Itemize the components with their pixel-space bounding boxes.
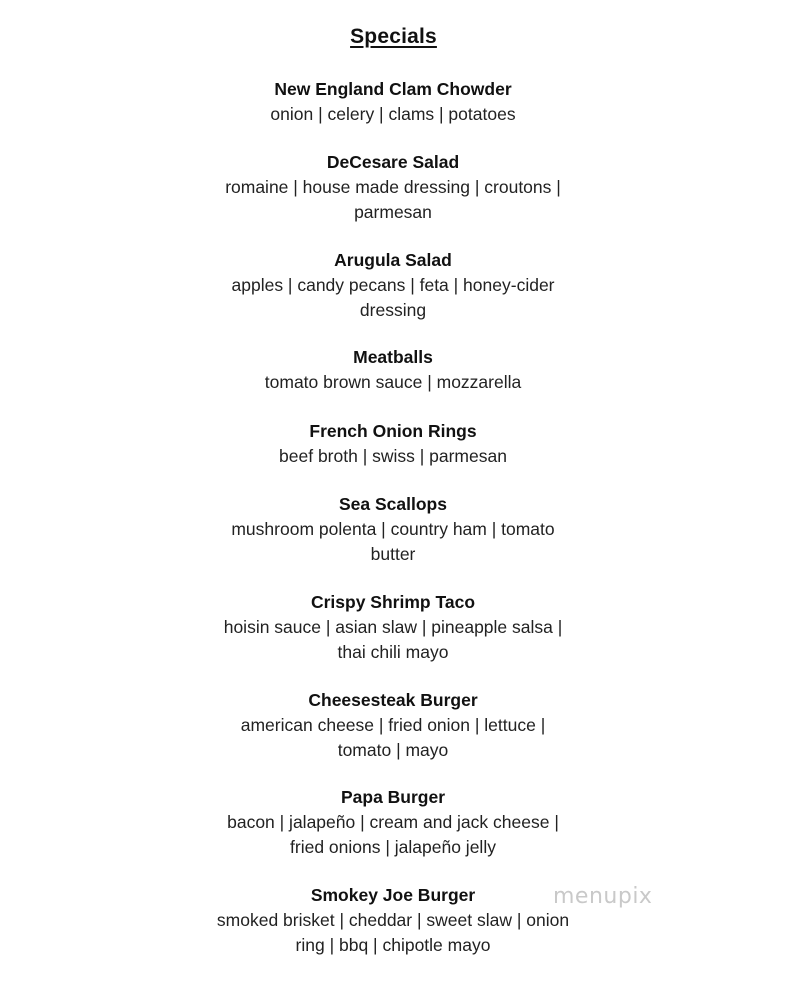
menu-item-clam-chowder	[193, 77, 593, 127]
menu-item-arugula-salad	[193, 248, 593, 322]
item-name: Meatballs	[353, 347, 433, 367]
menu-item-smokey-joe-burger	[193, 883, 593, 957]
menu-item-decesare-salad	[193, 150, 593, 224]
item-name: DeCesare Salad	[326, 152, 460, 172]
item-description: romaine | house made dressing | croutons |	[225, 177, 561, 197]
menupix-watermark: menupix	[553, 884, 653, 909]
menu-item-cheesesteak-burger	[193, 688, 593, 762]
menu-item-french-onion-rings	[193, 419, 593, 469]
item-description: butter	[370, 543, 416, 564]
item-description: onion | celery | clams | potatoes	[270, 104, 516, 124]
item-description: american cheese | fried onion | lettuce |	[240, 715, 546, 735]
item-description: thai chili mayo	[337, 641, 449, 662]
item-name: Papa Burger	[340, 787, 446, 807]
item-description: smoked brisket | cheddar | sweet slaw | onion	[216, 910, 570, 930]
item-name: French Onion Rings	[309, 421, 477, 441]
item-description: apples | candy pecans | feta | honey-cider	[231, 275, 555, 295]
menu-title: Specials	[350, 25, 437, 48]
item-description: tomato | mayo	[337, 739, 449, 760]
item-description: hoisin sauce | asian slaw | pineapple salsa |	[223, 617, 563, 637]
item-description: fried onions | jalapeño jelly	[290, 836, 496, 857]
item-name: Sea Scallops	[339, 494, 447, 514]
menu-item-sea-scallops	[193, 492, 593, 566]
item-description: dressing	[359, 299, 427, 320]
menu-item-meatballs	[193, 345, 593, 395]
item-description: ring | bbq | chipotle mayo	[295, 934, 491, 955]
menu-item-crispy-shrimp-taco	[193, 590, 593, 664]
item-name: Cheesesteak Burger	[308, 690, 478, 710]
item-description: bacon | jalapeño | cream and jack cheese |	[227, 812, 559, 832]
item-name: Crispy Shrimp Taco	[310, 592, 476, 612]
item-description: mushroom polenta | country ham | tomato	[231, 519, 555, 539]
item-description: parmesan	[354, 201, 432, 222]
menu-item-papa-burger	[193, 785, 593, 859]
item-name: Smokey Joe Burger	[310, 885, 476, 905]
item-name: New England Clam Chowder	[274, 79, 512, 99]
item-description: beef broth | swiss | parmesan	[279, 446, 507, 466]
item-name: Arugula Salad	[334, 250, 452, 270]
item-description: tomato brown sauce | mozzarella	[264, 372, 522, 392]
